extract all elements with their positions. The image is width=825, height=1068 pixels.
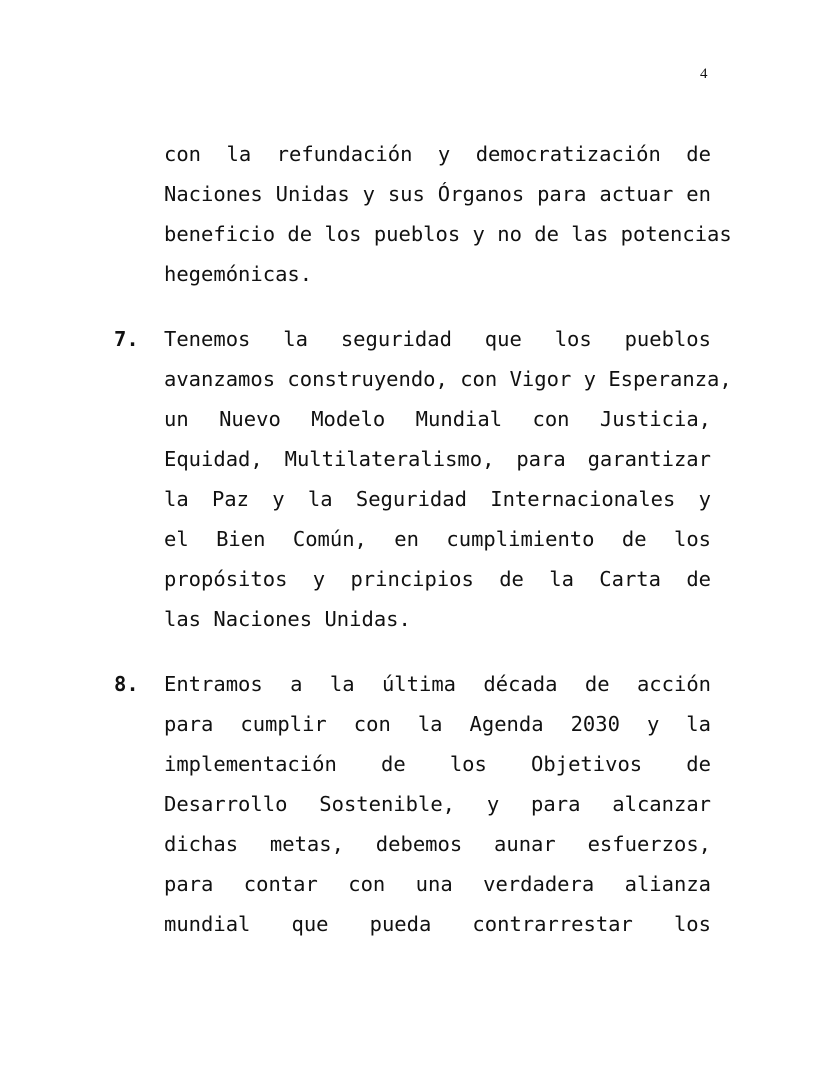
- line-text: beneficio de los pueblos y no de las potencias: [164, 222, 732, 246]
- page-number: 4: [700, 66, 708, 82]
- line-text: Desarrollo Sostenible, y para alcanzar: [164, 792, 711, 816]
- text-line: [114, 744, 714, 784]
- text-line: [114, 359, 732, 399]
- text-line: [114, 134, 714, 174]
- text-line: [114, 214, 732, 254]
- paragraph-number: 8.: [114, 672, 139, 696]
- text-line: [114, 319, 714, 359]
- text-line: [114, 174, 714, 214]
- line-text: dichas metas, debemos aunar esfuerzos,: [164, 832, 711, 856]
- line-text: Entramos a la última década de acción: [164, 672, 711, 696]
- line-text: las Naciones Unidas.: [164, 607, 411, 631]
- text-line: [114, 704, 714, 744]
- line-text: hegemónicas.: [164, 262, 313, 286]
- document-body: [114, 134, 732, 944]
- text-line: [114, 599, 714, 639]
- text-line: [114, 519, 714, 559]
- line-text: mundial que pueda contrarrestar los: [164, 912, 711, 936]
- line-text: Equidad, Multilateralismo, para garantizar: [164, 447, 711, 471]
- line-text: el Bien Común, en cumplimiento de los: [164, 527, 711, 551]
- text-line: [114, 784, 714, 824]
- line-text: avanzamos construyendo, con Vigor y Esperanza,: [164, 367, 732, 391]
- text-line: [114, 439, 714, 479]
- paragraph-continuation: [114, 134, 732, 294]
- text-line: [114, 559, 714, 599]
- line-text: implementación de los Objetivos de: [164, 752, 711, 776]
- line-text: para contar con una verdadera alianza: [164, 872, 711, 896]
- text-line: [114, 479, 714, 519]
- line-text: la Paz y la Seguridad Internacionales y: [164, 487, 711, 511]
- text-line: [114, 904, 714, 944]
- line-text: Tenemos la seguridad que los pueblos: [164, 327, 711, 351]
- paragraph-number: 7.: [114, 327, 139, 351]
- text-line: [114, 399, 714, 439]
- line-text: propósitos y principios de la Carta de: [164, 567, 711, 591]
- line-text: un Nuevo Modelo Mundial con Justicia,: [164, 407, 711, 431]
- line-text: con la refundación y democratización de: [164, 142, 711, 166]
- paragraph-8: [114, 664, 714, 944]
- text-line: [114, 864, 714, 904]
- line-text: para cumplir con la Agenda 2030 y la: [164, 712, 711, 736]
- text-line: [114, 824, 714, 864]
- paragraph-7: [114, 319, 732, 639]
- line-text: Naciones Unidas y sus Órganos para actuar en: [164, 182, 711, 206]
- text-line: [114, 664, 714, 704]
- text-line: [114, 254, 714, 294]
